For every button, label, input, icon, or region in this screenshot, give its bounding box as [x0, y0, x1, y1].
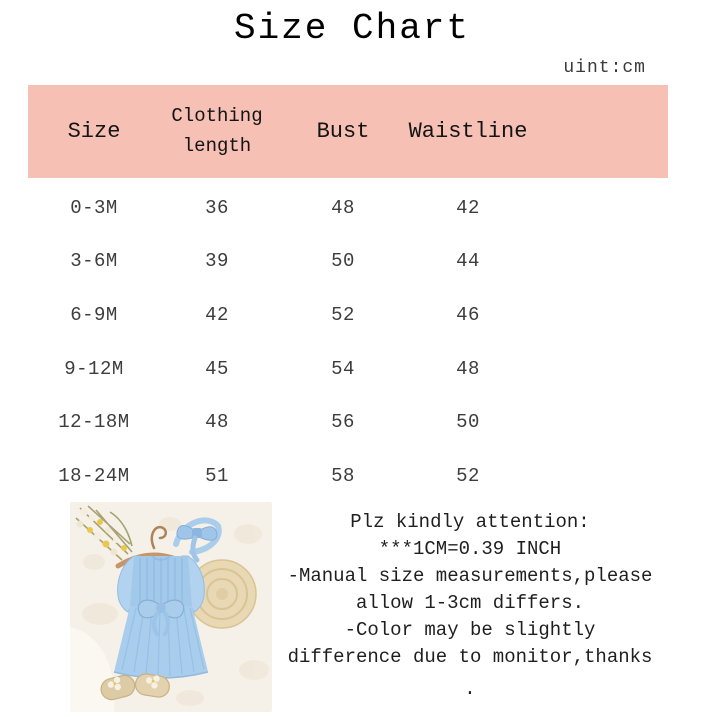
table-row	[28, 288, 668, 342]
waistline-cell: 50	[456, 411, 480, 434]
size-cell: 3-6M	[70, 250, 118, 273]
waistline-cell: 46	[456, 303, 480, 326]
size-cell: 6-9M	[70, 303, 118, 326]
waistline-cell: 48	[456, 357, 480, 380]
table-body	[28, 181, 668, 503]
length-cell: 48	[205, 411, 229, 434]
column-header-waistline: Waistline	[408, 119, 528, 144]
note-line: Plz kindly attention:	[350, 511, 590, 533]
length-cell: 39	[205, 250, 229, 273]
length-cell: 36	[205, 196, 229, 219]
waistline-cell: 52	[456, 464, 480, 487]
length-cell: 42	[205, 303, 229, 326]
bust-cell: 58	[331, 464, 355, 487]
page-title: Size Chart	[233, 8, 471, 49]
note-line: .	[464, 678, 476, 700]
attention-notes	[270, 509, 670, 703]
column-header-bust: Bust	[316, 119, 370, 144]
size-cell: 12-18M	[58, 411, 130, 434]
table-header-row	[28, 85, 668, 178]
table-row	[28, 342, 668, 396]
bust-cell: 48	[331, 196, 355, 219]
column-header-size: Size	[67, 119, 121, 144]
length-cell: 45	[205, 357, 229, 380]
unit-label: uint:cm	[563, 58, 646, 78]
table-row	[28, 235, 668, 289]
bust-cell: 56	[331, 411, 355, 434]
table-row	[28, 449, 668, 503]
size-chart-table	[28, 85, 668, 503]
table-row	[28, 395, 668, 449]
bust-cell: 52	[331, 303, 355, 326]
size-cell: 0-3M	[70, 196, 118, 219]
waistline-cell: 44	[456, 250, 480, 273]
length-cell: 51	[205, 464, 229, 487]
note-line: -Manual size measurements,please	[287, 565, 653, 587]
size-cell: 18-24M	[58, 464, 130, 487]
note-line: difference due to monitor,thanks	[287, 646, 653, 668]
bust-cell: 54	[331, 357, 355, 380]
product-photo-illustration	[70, 502, 272, 712]
note-line: -Color may be slightly	[344, 619, 596, 641]
bust-cell: 50	[331, 250, 355, 273]
column-header-clothing-length: Clothing length	[171, 105, 263, 157]
table-row	[28, 181, 668, 235]
waistline-cell: 42	[456, 196, 480, 219]
note-line: ***1CM=0.39 INCH	[378, 538, 562, 560]
blue-dress	[114, 556, 208, 678]
size-cell: 9-12M	[64, 357, 124, 380]
product-photo	[70, 502, 272, 712]
note-line: allow 1-3cm differs.	[355, 592, 585, 614]
